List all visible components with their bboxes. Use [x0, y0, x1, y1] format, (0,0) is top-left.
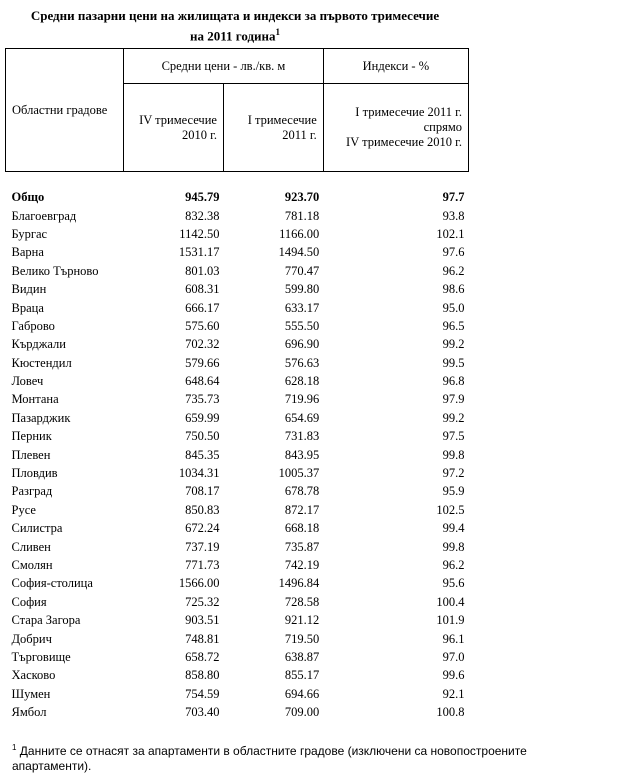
cell-price-q1-2011: 633.17	[284, 300, 320, 315]
cell-price-q4-2010: 672.24	[185, 521, 220, 536]
cell-price-q4-2010: 735.73	[185, 392, 220, 407]
header-region: Областни градове	[6, 49, 124, 172]
table-row	[6, 666, 469, 684]
cell-price-q1-2011: 872.17	[284, 502, 320, 517]
cell-index: 96.5	[442, 318, 465, 333]
cell-city: Велико Търново	[11, 263, 99, 278]
cell-price-q1-2011: 728.58	[284, 594, 320, 609]
cell-city: Пловдив	[11, 466, 58, 481]
cell-index: 99.6	[442, 668, 465, 683]
cell-price-q4-2010: 1566.00	[178, 576, 220, 591]
cell-price-q1-2011: 735.87	[284, 539, 320, 554]
cell-index: 100.8	[436, 705, 465, 720]
cell-city: Стара Загора	[11, 613, 81, 628]
cell-price-q1-2011: 628.18	[284, 374, 320, 389]
cell-index: 101.9	[436, 613, 465, 628]
cell-price-q4-2010: 658.72	[185, 649, 220, 664]
table-row	[6, 593, 469, 611]
table-row	[6, 427, 469, 445]
title-footnote-mark: 1	[275, 27, 281, 37]
cell-city: Варна	[11, 245, 44, 260]
cell-index: 102.1	[436, 226, 465, 241]
cell-price-q1-2011: 1005.37	[278, 466, 320, 481]
cell-city: Разград	[11, 484, 53, 499]
cell-index: 97.2	[442, 466, 465, 481]
cell-price-q1-2011: 1494.50	[278, 245, 320, 260]
cell-price-q1-2011: 719.96	[284, 392, 320, 407]
cell-city: Видин	[11, 282, 47, 297]
cell-price-q4-2010: 845.35	[185, 447, 220, 462]
cell-price-q1-2011: 555.50	[284, 318, 320, 333]
header-row-groups	[6, 49, 469, 84]
cell-price-q4-2010: 579.66	[185, 355, 220, 370]
footnote-text: Данните се отнасят за апартаменти в областните градове (изключени са новопостроените апартаменти).	[12, 744, 527, 773]
cell-price-q4-2010: 754.59	[185, 686, 220, 701]
cell-index: 100.4	[436, 594, 465, 609]
header-indices-group: Индекси - %	[323, 49, 468, 84]
cell-price-q4-2010: 858.80	[185, 668, 220, 683]
title-line-1: Средни пазарни цени на жилищата и индекси за първото тримесечие	[30, 8, 440, 23]
cell-index: 99.4	[442, 521, 465, 536]
cell-price-q4-2010: 750.50	[185, 429, 220, 444]
header-q1-2011-line1: I тримесечие	[247, 112, 317, 127]
cell-price-q4-2010: 1142.50	[179, 226, 220, 241]
table-row	[6, 445, 469, 463]
cell-index: 99.8	[442, 447, 465, 462]
cell-city: Кърджали	[11, 337, 66, 352]
cell-price-q1-2011: 709.00	[284, 705, 320, 720]
cell-index: 99.5	[442, 355, 465, 370]
cell-city: Ямбол	[11, 705, 47, 720]
table-row	[6, 556, 469, 574]
cell-price-q4-2010: 666.17	[185, 300, 220, 315]
cell-index: 102.5	[436, 502, 465, 517]
header-q4-2010-line2: 2010 г.	[181, 127, 217, 142]
cell-price-q4-2010: 771.73	[185, 558, 220, 572]
cell-index: 99.2	[442, 410, 465, 425]
cell-price-q4-2010: 801.03	[185, 263, 220, 278]
cell-price-q1-2011: 694.66	[284, 686, 320, 701]
table-row	[6, 574, 469, 592]
cell-price-q1-2011: 576.63	[284, 355, 320, 370]
header-index	[323, 84, 468, 172]
table-row	[6, 629, 469, 647]
table-row	[6, 703, 469, 721]
cell-city: Кюстендил	[11, 355, 72, 370]
cell-index: 92.1	[442, 686, 465, 701]
header-index-line1: I тримесечие 2011 г.	[355, 105, 462, 119]
cell-city: София	[11, 594, 47, 609]
cell-city: Шумен	[11, 686, 51, 701]
cell-price-q4-2010: 725.32	[185, 594, 220, 609]
cell-city: Бургас	[11, 226, 48, 241]
cell-city: Монтана	[11, 392, 59, 407]
cell-price-q1-2011: 1166.00	[279, 226, 320, 241]
cell-price-q4-2010: 832.38	[185, 208, 220, 223]
cell-index: 95.9	[442, 484, 465, 499]
cell-price-q4-2010: 1034.31	[178, 466, 220, 481]
cell-price-q4-2010: 648.64	[185, 374, 220, 389]
cell-index: 97.9	[442, 392, 465, 407]
table-row	[6, 372, 469, 390]
table-row	[6, 354, 469, 372]
cell-price-q1-2011: 781.18	[284, 208, 320, 223]
title-line-2: на 2011 година	[189, 28, 276, 44]
header-index-line2: спрямо	[423, 120, 462, 134]
header-q1-2011	[223, 84, 323, 172]
cell-city: Пазарджик	[11, 410, 71, 425]
cell-city: Силистра	[11, 521, 63, 536]
cell-index: 93.8	[442, 208, 465, 223]
header-prices-group: Средни цени - лв./кв. м	[124, 49, 324, 84]
cell-index: 99.2	[442, 337, 465, 352]
cell-city: Добрич	[11, 631, 52, 646]
table-row	[6, 243, 469, 261]
table-row	[6, 262, 469, 280]
cell-price-q1-2011: 742.19	[284, 558, 320, 572]
table-title	[0, 8, 470, 44]
cell-price-q1-2011: 921.12	[284, 613, 320, 628]
cell-price-q1-2011: 731.83	[284, 429, 320, 444]
cell-index: 97.6	[442, 245, 465, 260]
cell-index: 97.5	[442, 429, 465, 444]
cell-price-q4-2010: 702.32	[185, 337, 220, 352]
cell-price-q1-2011: 719.50	[284, 631, 320, 646]
table-row	[6, 685, 469, 703]
table-row	[6, 501, 469, 519]
table-row	[6, 317, 469, 335]
table-row	[6, 390, 469, 408]
footnote	[12, 740, 572, 774]
cell-price-q4-2010: 708.17	[185, 484, 220, 499]
cell-price-q1-2011: 1496.84	[278, 576, 320, 591]
table-row	[6, 280, 469, 298]
cell-price-q1-2011: 654.69	[284, 410, 320, 425]
cell-city: Благоевград	[11, 208, 77, 223]
cell-price-q4-2010: 850.83	[185, 502, 220, 517]
table-row	[6, 611, 469, 629]
cell-price-q1-2011: 638.87	[284, 649, 320, 664]
cell-index: 97.0	[442, 649, 465, 664]
table-row	[6, 482, 469, 500]
table-row	[6, 225, 469, 243]
cell-price-q1-2011: 843.95	[284, 447, 320, 462]
table-row	[6, 409, 469, 427]
table-row	[6, 648, 469, 666]
header-q4-2010	[124, 84, 224, 172]
header-q4-2010-line1: IV тримесечие	[139, 112, 217, 127]
cell-price-q1-2011: 770.47	[284, 263, 320, 278]
cell-price-q1-2011: 668.18	[284, 521, 320, 536]
cell-index: 96.1	[442, 631, 465, 646]
spacer-row	[6, 172, 469, 189]
table-row	[6, 335, 469, 353]
cell-index: 95.0	[442, 300, 465, 315]
cell-price-q4-2010: 703.40	[185, 705, 220, 720]
cell-city: Враца	[11, 300, 44, 315]
cell-city: Плевен	[11, 447, 51, 462]
cell-price-q4-2010: 945.79	[185, 190, 220, 205]
cell-index: 95.6	[442, 576, 465, 591]
table-row	[6, 537, 469, 555]
cell-city: Габрово	[11, 318, 55, 333]
cell-city: Перник	[11, 429, 52, 444]
cell-price-q4-2010: 659.99	[185, 410, 220, 425]
cell-price-q4-2010: 1531.17	[178, 245, 220, 260]
cell-index: 98.6	[442, 282, 465, 297]
cell-price-q1-2011: 696.90	[284, 337, 320, 352]
cell-price-q4-2010: 575.60	[185, 318, 220, 333]
table-row	[6, 206, 469, 224]
cell-price-q4-2010: 903.51	[185, 613, 220, 628]
header-index-line3: IV тримесечие 2010 г.	[346, 135, 462, 149]
footnote-mark: 1	[12, 743, 17, 752]
cell-city: Търговище	[11, 649, 71, 664]
table-row	[6, 519, 469, 537]
cell-city: Хасково	[11, 668, 56, 683]
cell-city: Смолян	[11, 558, 53, 572]
cell-price-q4-2010: 737.19	[185, 539, 220, 554]
cell-index: 96.2	[442, 558, 465, 572]
cell-index: 97.7	[442, 190, 465, 205]
prices-table	[5, 48, 469, 721]
cell-price-q1-2011: 923.70	[284, 190, 320, 205]
cell-price-q1-2011: 599.80	[284, 282, 320, 297]
cell-city: Общо	[11, 190, 45, 205]
total-row	[6, 188, 469, 206]
cell-city: Сливен	[11, 539, 51, 554]
cell-city: Русе	[11, 502, 36, 517]
cell-price-q4-2010: 608.31	[185, 282, 220, 297]
header-q1-2011-line2: 2011 г.	[282, 127, 317, 142]
cell-index: 99.8	[442, 539, 465, 554]
cell-price-q4-2010: 748.81	[185, 631, 220, 646]
cell-price-q1-2011: 678.78	[284, 484, 320, 499]
table-row	[6, 464, 469, 482]
cell-index: 96.2	[442, 263, 465, 278]
cell-city: Ловеч	[11, 374, 44, 389]
table-row	[6, 298, 469, 316]
cell-city: София-столица	[11, 576, 93, 591]
cell-price-q1-2011: 855.17	[284, 668, 320, 683]
cell-index: 96.8	[442, 374, 465, 389]
